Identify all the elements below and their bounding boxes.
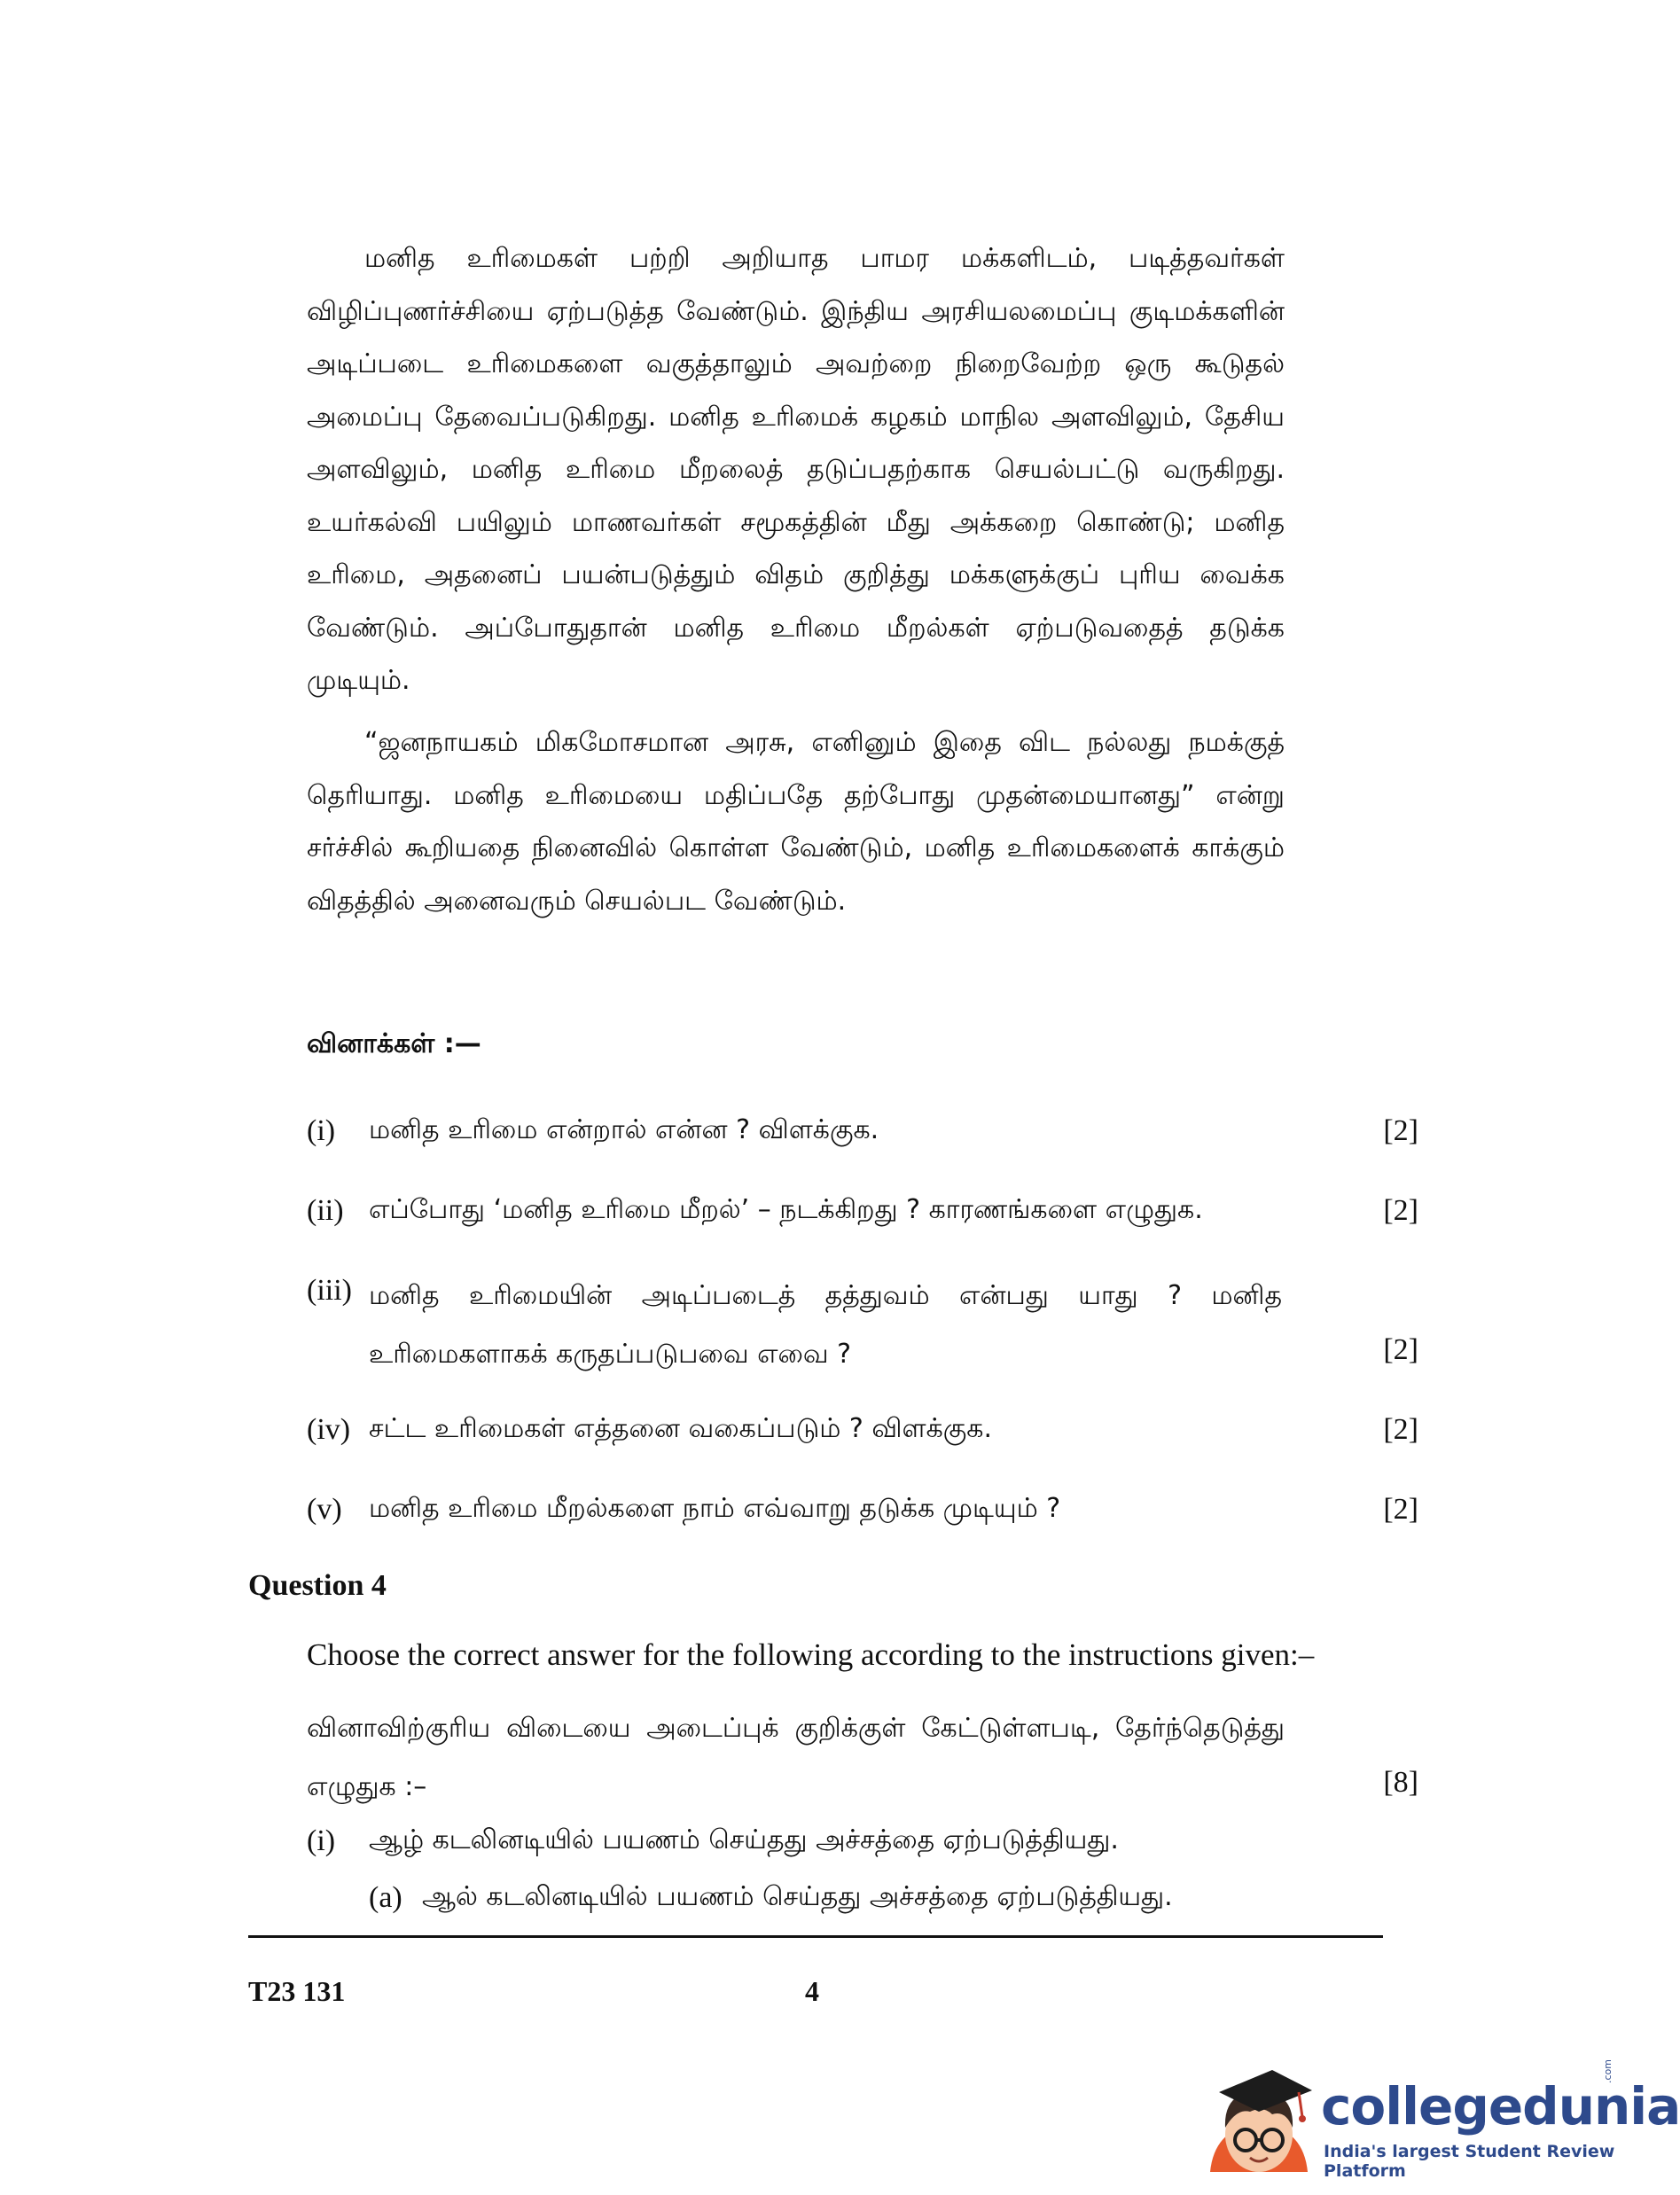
question-marks: [2] xyxy=(1383,1194,1418,1227)
questions-heading: வினாக்கள் :— xyxy=(307,1028,481,1059)
logo-tagline: India's largest Student Review Platform xyxy=(1324,2142,1615,2181)
option-number: (a) xyxy=(369,1881,402,1914)
question-number: (iii) xyxy=(307,1274,352,1307)
logo-domain: .com xyxy=(1602,2059,1614,2083)
passage-paragraph-2: “ஜனநாயகம் மிகமோசமான அரசு, எனினும் இதை விட நல்லது நமக்குத் தெரியாது. மனித உரிமையை மதிப்பதே தற்போது முதன்மையானது” என்று சர்ச்சில் கூறியதை நினைவில் கொள்ள வேண்டும், மனித உரிமைகளைக் காக்கும் விதத்தில் அனைவரும் செயல்பட வேண்டும். xyxy=(307,727,1285,917)
item-number: (i) xyxy=(307,1824,336,1857)
question-text: மனித உரிமை மீறல்களை நாம் எவ்வாறு தடுக்க முடியும் ? xyxy=(369,1493,1061,1524)
footer-divider xyxy=(248,1935,1383,1938)
question-marks: [2] xyxy=(1383,1493,1418,1526)
question-4-marks: [8] xyxy=(1383,1766,1418,1799)
question-number: (i) xyxy=(307,1114,336,1147)
question-text: சட்ட உரிமைகள் எத்தனை வகைப்படும் ? விளக்குக. xyxy=(369,1413,992,1444)
question-marks: [2] xyxy=(1383,1333,1418,1366)
question-number: (ii) xyxy=(307,1194,344,1227)
collegedunia-logo xyxy=(1201,2059,1680,2190)
instruction-tamil-text: வினாவிற்குரிய விடையை அடைப்புக் குறிக்குள் கேட்டுள்ளபடி, தேர்ந்தெடுத்து எழுதுக :– xyxy=(307,1713,1285,1802)
option-text: ஆல் கடலினடியில் பயணம் செய்தது அச்சத்தை ஏற்படுத்தியது. xyxy=(422,1881,1173,1912)
logo-wordmark: collegedunia xyxy=(1321,2076,1680,2136)
paper-code: T23 131 xyxy=(248,1975,346,2007)
question-item xyxy=(307,1274,1418,1380)
question-text: எப்போது ‘மனித உரிமை மீறல்’ – நடக்கிறது ? காரணங்களை எழுதுக. xyxy=(369,1194,1203,1225)
passage-paragraph-1: மனித உரிமைகள் பற்றி அறியாத பாமர மக்களிடம், படித்தவர்கள் விழிப்புணர்ச்சியை ஏற்படுத்த வேண்டும். இந்திய அரசியலமைப்பு குடிமக்களின் அடிப்படை உரிமைகளை வகுத்தாலும் அவற்றை நிறைவேற்ற ஒரு கூடுதல் அமைப்பு தேவைப்படுகிறது. மனித உரிமைக் கழகம் மாநில அளவிலும், தேசிய அளவிலும், மனித உரிமை மீறலைத் தடுப்பதற்காக செயல்பட்டு வருகிறது. உயர்கல்வி பயிலும் மாணவர்கள் சமூகத்தின் மீது அக்கறை கொண்டு; மனித உரிமை, அதனைப் பயன்படுத்தும் விதம் குறித்து மக்களுக்குப் புரிய வைக்க வேண்டும். அப்போதுதான் மனித உரிமை மீறல்கள் ஏற்படுவதைத் தடுக்க முடியும். xyxy=(307,243,1285,696)
question-text: மனித உரிமையின் அடிப்படைத் தத்துவம் என்பது யாது ? மனித உரிமைகளாகக் கருதப்படுபவை எவை ? xyxy=(369,1280,1282,1370)
item-text: ஆழ் கடலினடியில் பயணம் செய்தது அச்சத்தை ஏற்படுத்தியது. xyxy=(369,1824,1119,1855)
mascot-icon xyxy=(1201,2066,1317,2190)
question-text: மனித உரிமை என்றால் என்ன ? விளக்குக. xyxy=(369,1114,879,1145)
page-number: 4 xyxy=(805,1975,819,2007)
question-4-heading: Question 4 xyxy=(248,1569,387,1602)
question-marks: [2] xyxy=(1383,1114,1418,1147)
question-number: (v) xyxy=(307,1493,342,1526)
question-number: (iv) xyxy=(307,1413,351,1446)
question-4-instruction: Choose the correct answer for the following according to the instructions given:– xyxy=(307,1637,1315,1672)
question-4-tamil-instruction xyxy=(307,1707,1418,1813)
question-marks: [2] xyxy=(1383,1413,1418,1446)
